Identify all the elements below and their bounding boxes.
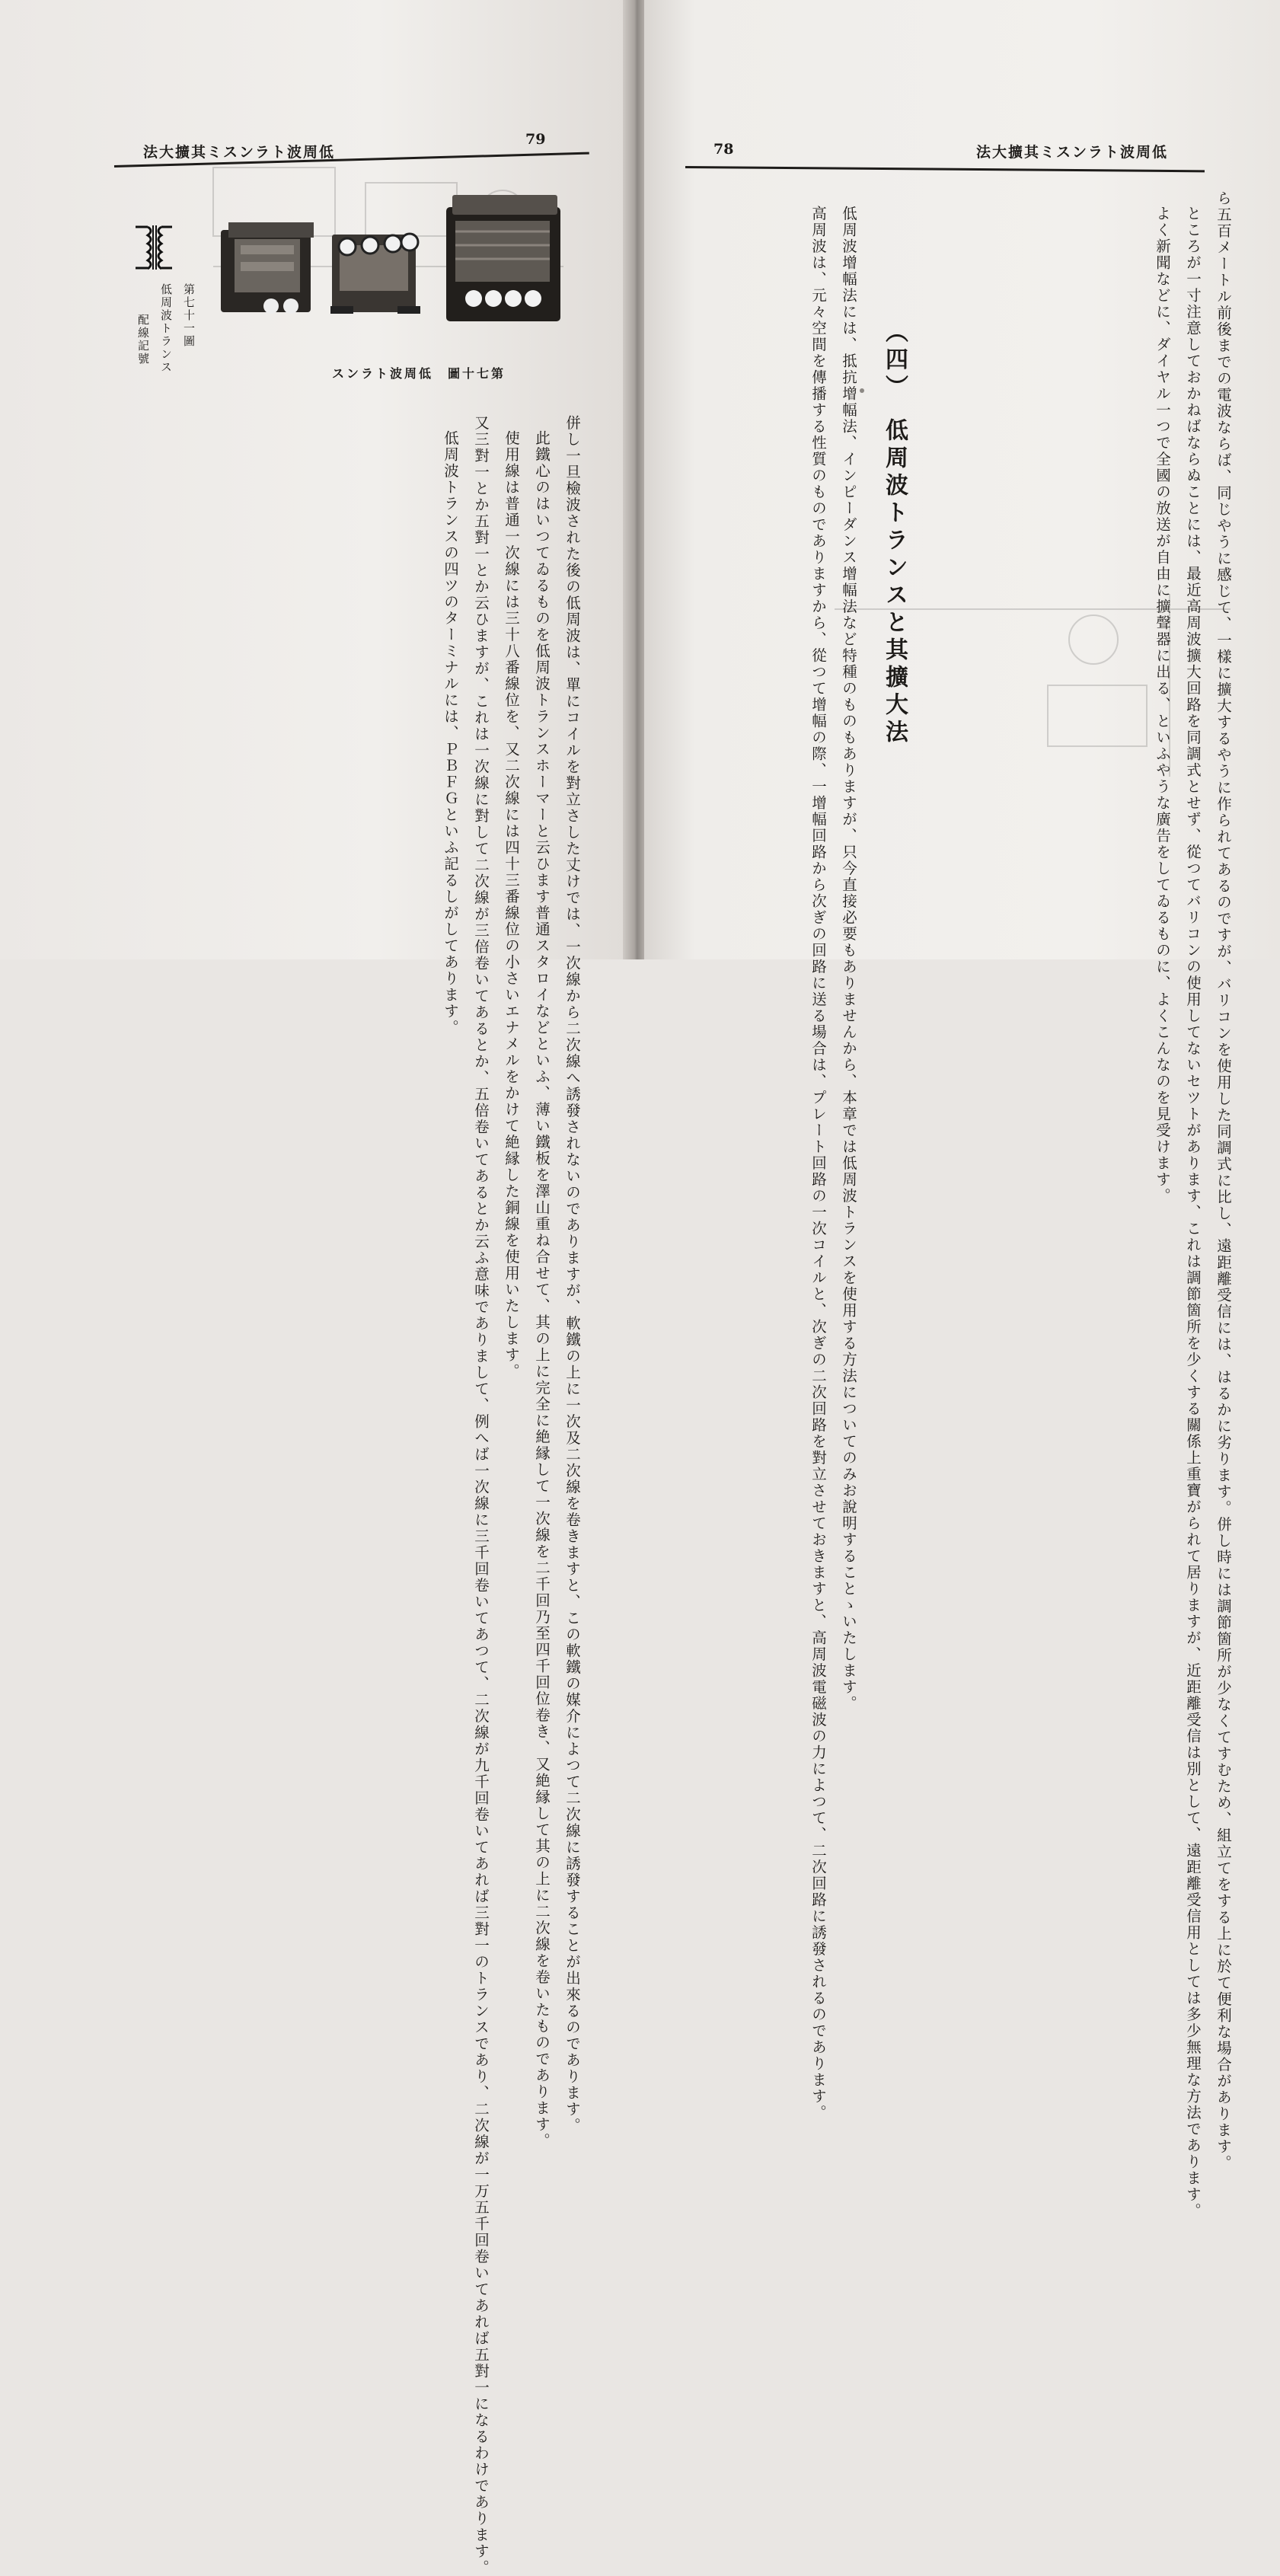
running-header: 法大擴其ミスンラト波周低 [143,144,336,161]
page-number: 79 [525,131,546,148]
figure-side-caption-3: 配線記號 [136,314,150,365]
right-body-text-top [934,190,1238,2219]
paragraph: よく新聞などに、ダイヤル一つで全國の放送が自由に擴聲器に出る、といふやうな廣告をしてゐるものに、よくこんなのを見受けます。 [1154,205,1171,1204]
header-rule [685,166,1205,172]
figure-side-caption-1: 第七十一圖 [182,283,196,348]
paragraph: ところが一寸注意しておかねばならぬことには、最近高周波擴大回路を同調式とせず、從つてバリコンの使用してないセツトがあります、これは調節箇所を少くする關係上重寶がられて居りますが、近距離受信は別として、遠距離受信用としては多少無理な方法であります。 [1184,205,1202,2219]
page-number: 78 [713,141,734,158]
left-page [0,0,627,2576]
paragraph: 高周波は、元々空間を傳播する性質のものでありますから、從つて增幅の際、一增幅回路から次ぎの回路に送る場合は、プレート回路の一次コイルと、次ぎの二次回路を對立させておきますと、高周波電磁波の力によつて、二次回路に誘發されるのであります。 [809,205,827,2121]
section-heading: （四） 低周波トランスと其擴大法 [881,320,908,747]
paragraph: 使用線は普通一次線には三十八番線位を、又二次線には四十三番線位の小さいエナメルをかけて絶縁した銅線を使用いたします。 [503,429,520,1380]
paragraph: ら五百メートル前後までの電波ならば、同じやうに感じて、一樣に擴大するやうに作られてあるのですが、バリコンを使用した同調式に比し、遠距離受信には、はるかに劣ります。併し時には調節箇所が少なくてすむため、組立てをする上に於て便利な場合があります。 [1215,190,1232,2172]
left-body-text [149,415,587,2576]
right-page [644,0,1280,2219]
paragraph: 低周波トランスの四ツのターミナルには、ＰＢＦＧといふ記るしがしてあります。 [442,429,459,1036]
paragraph: 此鐵心のはいつてゐるものを低周波トランスホーマーと云ひます普通スタロイなどといふ、薄い鐵板を澤山重ね合せて、其の上に完全に絶縁して一次線を二千回乃至四千回位卷き、又絶縁して其の上に二次線を卷いたものであります。 [533,429,551,2149]
paragraph: 低周波增幅法には、抵抗增幅法、インピーダンス增幅法など特種のものもありますが、只今直接必要もありませんから、本章では低周波トランスを使用する方法についてのみお說明することゝいたします。 [840,205,857,1712]
transformer-symbol-icon [131,221,177,274]
transformer-illustration [218,192,586,337]
figure-caption: スンラト波周低 圖十七第 [332,366,506,381]
paragraph: 併し一旦檢波された後の低周波は、單にコイルを對立さした丈けでは、一次線から二次線へ誘發されないのでありますが、軟鐵の上に一次及二次線を卷きますと、この軟鐵の媒介によつて二次線に誘發することが出來るのであります。 [563,415,581,2134]
right-body-text-bottom [681,190,863,2121]
paragraph: 又三對一とか五對一とか云ひますが、これは一次線に對して二次線が三倍卷いてあるとか、五倍卷いてあるとか云ふ意味でありまして、例へば一次線に三千回卷いてあつて、二次線が九千回卷いてあれば三對一のトランスであり、二次線が一万五千回卷いてあれば五對一になるわけであります。 [472,415,490,2576]
figure-side-caption-2: 低周波トランス [159,283,173,374]
running-header: 法大擴其ミスンラト波周低 [976,144,1169,161]
